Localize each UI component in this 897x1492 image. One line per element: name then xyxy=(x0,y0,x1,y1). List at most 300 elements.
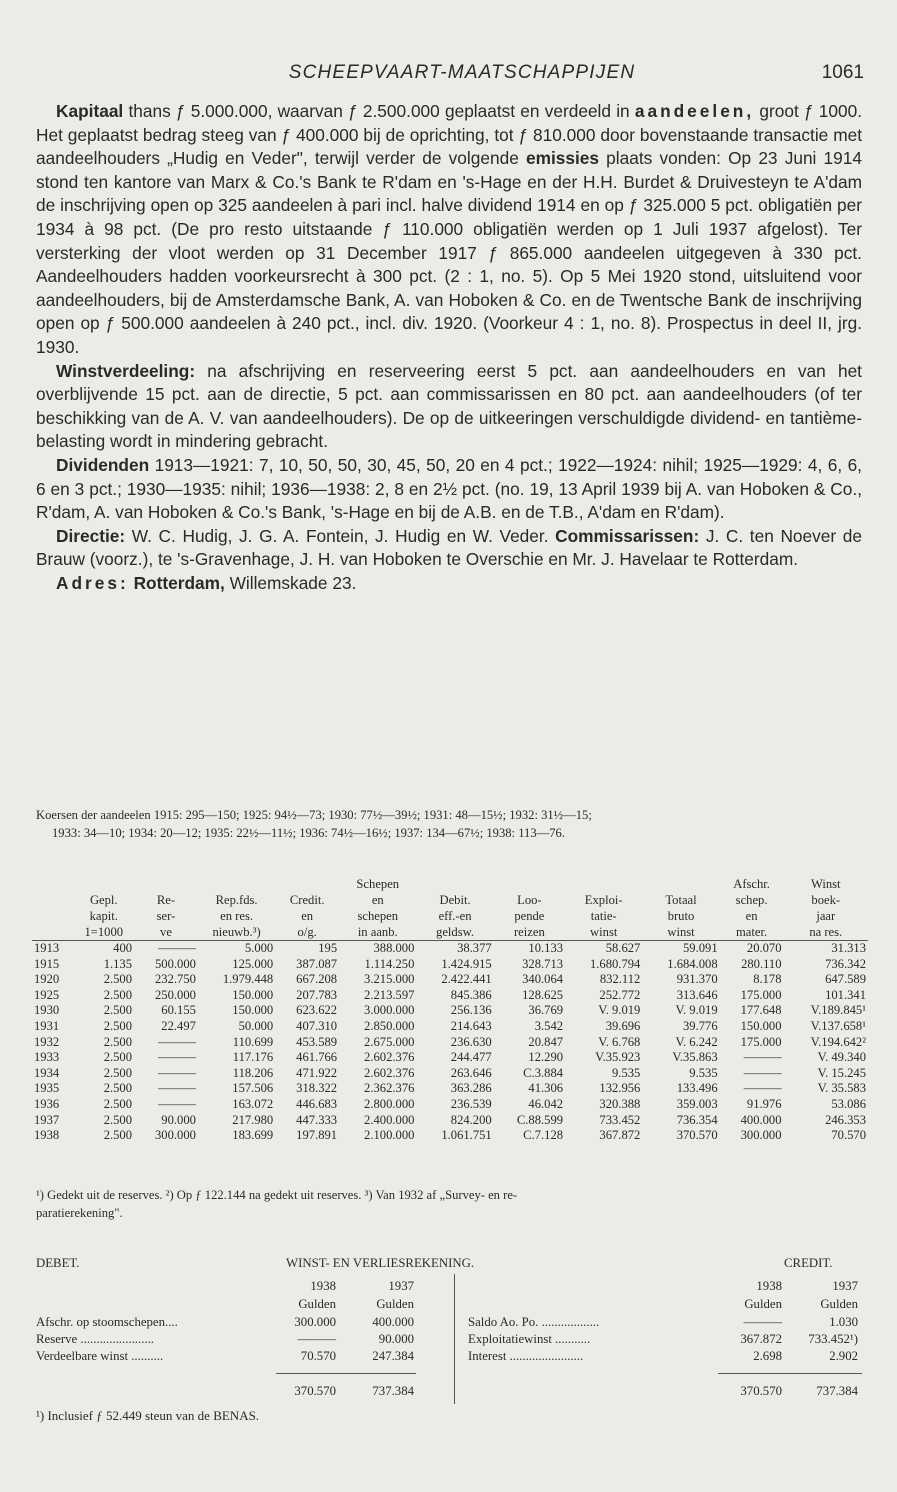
table-header-cell: Exploi- xyxy=(584,893,623,907)
table-cell: 252.772 xyxy=(599,987,641,1002)
table-header-row xyxy=(32,908,868,924)
table-cell: 2.675.000 xyxy=(364,1034,415,1049)
debet-row-name: Afschr. op stoomschepen.... xyxy=(36,1315,178,1329)
table-cell: 53.086 xyxy=(831,1096,866,1111)
debet-row-1938: ——— xyxy=(297,1332,336,1346)
table-header-cell: kapit. xyxy=(89,909,118,923)
table-cell: 370.570 xyxy=(676,1128,718,1143)
table-header-cell xyxy=(416,876,493,892)
credit-row xyxy=(468,1315,868,1332)
table-cell: V.35.863 xyxy=(672,1050,718,1065)
debet-unit-1937: Gulden xyxy=(376,1297,414,1311)
table-header-row xyxy=(32,892,868,908)
table-cell: 128.625 xyxy=(522,987,564,1002)
debet-label: DEBET. xyxy=(36,1256,80,1270)
table-cell: 232.750 xyxy=(154,972,196,987)
table-cell: 195 xyxy=(318,941,338,955)
table-cell: 2.602.376 xyxy=(364,1050,415,1065)
debet-row-1937: 400.000 xyxy=(372,1315,414,1329)
table-cell: 388.000 xyxy=(373,941,415,955)
table-cell: 58.627 xyxy=(605,941,641,955)
kapitaal-paragraph xyxy=(36,100,862,360)
debet-year-1938: 1938 xyxy=(310,1279,336,1293)
table-cell: 407.310 xyxy=(296,1018,338,1033)
table-cell: V.137.658¹ xyxy=(810,1018,866,1033)
table-header-cell: Gepl. xyxy=(89,893,118,907)
emissies-term: emissies xyxy=(525,148,600,169)
table-header-cell: pende xyxy=(514,909,545,923)
table-cell: 41.306 xyxy=(528,1081,564,1096)
table-cell: 5.000 xyxy=(244,941,274,955)
commissarissen-text: J. C. ten Noever de Brauw (voorz.), te 's-Gravenhage, J. H. van Hoboken te Overschie en Mr. J. Havelaar te Rotterdam. xyxy=(36,525,862,570)
table-cell: 736.354 xyxy=(676,1112,718,1127)
table-cell: 400 xyxy=(113,941,133,955)
credit-row-1938: ——— xyxy=(743,1315,782,1329)
debet-row-1938: 300.000 xyxy=(294,1315,336,1329)
table-cell: 246.353 xyxy=(825,1112,866,1127)
table-cell: 90.000 xyxy=(161,1112,196,1127)
table-header-cell xyxy=(642,876,719,892)
table-cell: ——— xyxy=(158,1050,196,1065)
table-cell: 125.000 xyxy=(232,956,274,971)
table-row xyxy=(32,972,868,988)
table-cell: 150.000 xyxy=(232,987,274,1002)
table-cell: 20.070 xyxy=(746,941,782,955)
table-header-cell: eff.-en xyxy=(438,909,472,923)
table-year-cell: 1930 xyxy=(34,1003,60,1018)
kapitaal-text-3: plaats vonden: Op 23 Juni 1914 stond ten kantore van Marx & Co.'s Bank te R'dam en 's-Hage en der H.H. Burdet & Druivesteyn te A'dam de inschrijving open op 325 aandeelen à pari incl. halve dividend 1914 en op ƒ 325.000 5 pct. obligatiën per 1934 à 98 pct. (De pro resto uitstaande ƒ 110.000 obligatiën werden op 1 Juli 1937 afgelost). Ter versterking der vloot werden op 31 December 1917 ƒ 865.000 aandeelen uitgegeven à 330 pct. Aandeelhouders hadden voorkeursrecht à 300 pct. (2 : 1, no. 5). Op 5 Mei 1920 stond, uitsluitend voor aandeelhouders, bij de Amsterdamsche Bank, A. van Hoboken & Co. en de Twentsche Bank de inschrijving open op ƒ 500.000 aandeelen à 240 pct., incl. div. 1920. (Voorkeur 4 : 1, no. 8). Prospectus in deel II, jrg. 1930. xyxy=(36,148,863,357)
table-header-cell: na res. xyxy=(784,924,868,941)
winstverdeeling-paragraph xyxy=(36,360,862,454)
company-description xyxy=(36,100,862,595)
credit-row-name: Exploitatiewinst ........... xyxy=(468,1332,591,1346)
table-cell: ——— xyxy=(743,1065,782,1080)
table-cell: 197.891 xyxy=(296,1128,338,1143)
debet-row-1937: 90.000 xyxy=(378,1332,414,1346)
table-cell: 2.500 xyxy=(103,1096,133,1111)
table-cell: V.189.845¹ xyxy=(810,1003,866,1018)
credit-label: CREDIT. xyxy=(784,1256,833,1270)
table-header-cell: o/g. xyxy=(275,924,339,941)
table-cell: ——— xyxy=(158,941,196,955)
directie-label: Directie: xyxy=(56,525,126,546)
table-header-cell: Schepen xyxy=(356,877,400,891)
table-cell: 157.506 xyxy=(232,1081,274,1096)
table-cell: 280.110 xyxy=(741,956,782,971)
table-cell: 22.497 xyxy=(161,1018,196,1033)
table-row xyxy=(32,1081,868,1097)
kapitaal-label: Kapitaal xyxy=(56,101,124,121)
table-header-cell: bruto xyxy=(667,909,695,923)
table-cell: 453.589 xyxy=(296,1034,338,1049)
page-title: SCHEEPVAART-MAATSCHAPPIJEN xyxy=(288,62,636,83)
table-header-cell: schep. xyxy=(735,893,768,907)
winstverdeeling-label: Winstverdeeling: xyxy=(56,360,196,381)
financial-table-header xyxy=(32,876,868,941)
table-cell: 91.976 xyxy=(746,1096,782,1111)
table-cell: 20.847 xyxy=(528,1034,564,1049)
table-year-cell: 1934 xyxy=(34,1065,60,1080)
table-header-cell xyxy=(494,876,565,892)
adres-street: Willemskade 23. xyxy=(224,572,357,593)
table-cell: 118.206 xyxy=(232,1065,274,1080)
table-cell: 101.341 xyxy=(825,987,866,1002)
table-cell: 236.539 xyxy=(450,1096,492,1111)
table-year-cell: 1936 xyxy=(34,1096,60,1111)
table-cell: 177.648 xyxy=(740,1003,782,1018)
table-header-row xyxy=(32,876,868,892)
table-cell: 931.370 xyxy=(676,972,718,987)
directie-text: W. C. Hudig, J. G. A. Fontein, J. Hudig en W. Veder. xyxy=(125,525,556,546)
table-header-cell: nieuwb.³) xyxy=(198,924,275,941)
directie-paragraph xyxy=(36,525,862,572)
debet-row-name: Verdeelbare winst .......... xyxy=(36,1349,164,1363)
table-cell: 110.699 xyxy=(232,1034,274,1049)
credit-row xyxy=(468,1332,868,1349)
table-header-cell: geldsw. xyxy=(416,924,493,941)
table-cell: 832.112 xyxy=(599,972,641,987)
credit-row-1937: 733.452¹) xyxy=(808,1332,858,1346)
table-cell: 70.570 xyxy=(831,1128,866,1143)
table-cell: 3.000.000 xyxy=(364,1003,415,1018)
table-cell: ——— xyxy=(158,1034,196,1049)
table-cell: 2.422.441 xyxy=(441,972,492,987)
debet-total-1938: 370.570 xyxy=(294,1384,336,1398)
table-cell: 2.602.376 xyxy=(364,1065,415,1080)
table-cell: 46.042 xyxy=(528,1096,564,1111)
table-cell: 244.477 xyxy=(450,1050,492,1065)
table-notes xyxy=(36,1186,864,1222)
table-cell: 132.956 xyxy=(599,1081,641,1096)
table-cell: 313.646 xyxy=(676,987,718,1002)
aandeelen-term: aandeelen, xyxy=(634,101,755,121)
table-cell: 236.630 xyxy=(450,1034,492,1049)
credit-row-name: Interest ....................... xyxy=(468,1349,584,1363)
table-cell: 59.091 xyxy=(683,941,718,955)
table-header-cell: reizen xyxy=(494,924,565,941)
table-row xyxy=(32,1050,868,1066)
table-cell: 1.135 xyxy=(103,956,133,971)
debet-row-1938: 70.570 xyxy=(300,1349,336,1363)
credit-row-1937: 2.902 xyxy=(829,1349,858,1363)
table-cell: 175.000 xyxy=(740,987,782,1002)
table-cell: 163.072 xyxy=(232,1096,274,1111)
table-cell: 447.333 xyxy=(296,1112,338,1127)
table-header-cell: en res. xyxy=(220,909,253,923)
table-cell: V. 6.768 xyxy=(598,1034,641,1049)
debet-totals-row xyxy=(32,1384,452,1401)
table-cell: ——— xyxy=(743,1050,782,1065)
table-header-cell xyxy=(134,876,198,892)
table-cell: 824.200 xyxy=(450,1112,492,1127)
table-cell: 2.500 xyxy=(103,1034,133,1049)
table-cell: 500.000 xyxy=(154,956,196,971)
table-cell: V.35.923 xyxy=(595,1050,641,1065)
table-year-cell: 1933 xyxy=(34,1050,60,1065)
table-header-cell: ser- xyxy=(156,909,176,923)
table-cell: 150.000 xyxy=(740,1018,782,1033)
commissarissen-label: Commissarissen: xyxy=(555,525,700,546)
table-row xyxy=(32,957,868,973)
credit-year-1937: 1937 xyxy=(832,1279,858,1293)
table-cell: 133.496 xyxy=(676,1081,718,1096)
credit-row xyxy=(468,1349,868,1366)
koersen-block xyxy=(36,806,866,842)
credit-unit-1938: Gulden xyxy=(744,1297,782,1311)
table-year-cell: 1932 xyxy=(34,1034,60,1049)
table-cell: 1.684.008 xyxy=(667,956,718,971)
table-header-cell: Re- xyxy=(156,893,176,907)
table-cell: 39.696 xyxy=(605,1018,641,1033)
table-cell: 214.643 xyxy=(450,1018,492,1033)
table-cell: 367.872 xyxy=(599,1128,641,1143)
table-cell: 31.313 xyxy=(831,941,866,955)
koersen-line-1: Koersen der aandeelen 1915: 295—150; 1925: 94½—73; 1930: 77½—39½; 1931: 48—15½; 1932: 31½—15; xyxy=(36,808,592,822)
kapitaal-text-1: thans ƒ 5.000.000, waarvan ƒ 2.500.000 geplaatst en verdeeld in xyxy=(128,101,635,121)
table-header-cell xyxy=(73,876,134,892)
page-header xyxy=(60,62,864,90)
debet-total-rule xyxy=(276,1373,416,1374)
table-row xyxy=(32,1128,868,1144)
table-cell: 9.535 xyxy=(689,1065,718,1080)
table-cell: 1.424.915 xyxy=(441,956,492,971)
table-cell: 400.000 xyxy=(740,1112,782,1127)
credit-total-rule xyxy=(718,1373,862,1374)
dividenden-label: Dividenden xyxy=(56,454,150,475)
table-cell: 217.980 xyxy=(232,1112,274,1127)
table-cell: 2.850.000 xyxy=(364,1018,415,1033)
table-header-cell: Loo- xyxy=(517,893,542,907)
table-cell: V. 6.242 xyxy=(675,1034,718,1049)
account-divider xyxy=(454,1274,455,1404)
table-cell: 207.783 xyxy=(296,987,338,1002)
financial-table-body xyxy=(32,941,868,1144)
table-cell: 2.500 xyxy=(103,1003,133,1018)
table-header-cell: en xyxy=(745,909,758,923)
table-cell: V. 9.019 xyxy=(598,1003,641,1018)
adres-city: Rotterdam, xyxy=(133,572,225,593)
debet-total-1937: 737.384 xyxy=(372,1384,414,1398)
table-cell: 340.064 xyxy=(522,972,564,987)
table-cell: 60.155 xyxy=(161,1003,196,1018)
table-cell: 2.500 xyxy=(103,1128,133,1143)
account-title: WINST- EN VERLIESREKENING. xyxy=(286,1256,475,1270)
table-header-cell: Winst xyxy=(810,877,841,891)
table-row xyxy=(32,988,868,1004)
table-cell: 1.680.794 xyxy=(589,956,641,971)
table-cell: 38.377 xyxy=(457,941,492,955)
table-cell: 2.362.376 xyxy=(364,1081,415,1096)
table-cell: 250.000 xyxy=(154,987,196,1002)
adres-label: Adres: xyxy=(56,572,129,593)
credit-year-1938: 1938 xyxy=(756,1279,782,1293)
table-year-cell: 1937 xyxy=(34,1112,60,1127)
table-cell: 328.713 xyxy=(522,956,564,971)
table-header-cell: boek- xyxy=(811,893,841,907)
table-cell: 50.000 xyxy=(238,1018,274,1033)
credit-row-name: Saldo Ao. Po. .................. xyxy=(468,1315,600,1329)
table-cell: V. 9.019 xyxy=(675,1003,718,1018)
table-cell: 300.000 xyxy=(740,1128,782,1143)
table-cell: 2.500 xyxy=(103,1081,133,1096)
table-header-cell: schepen xyxy=(357,909,399,923)
table-header-cell: in aanb. xyxy=(339,924,416,941)
table-year-cell: 1931 xyxy=(34,1018,60,1033)
table-header-cell: en xyxy=(301,909,314,923)
table-header-cell xyxy=(565,876,642,892)
account-footnote: ¹) Inclusief ƒ 52.449 steun van de BENAS. xyxy=(36,1408,260,1423)
table-cell: 300.000 xyxy=(154,1128,196,1143)
table-cell: 1.979.448 xyxy=(222,972,274,987)
table-row xyxy=(32,1035,868,1051)
table-cell: V. 15.245 xyxy=(817,1065,866,1080)
debet-row-1937: 247.384 xyxy=(372,1349,414,1363)
table-header-cell xyxy=(32,876,73,892)
table-cell: 2.100.000 xyxy=(364,1128,415,1143)
table-header-row xyxy=(32,924,868,941)
table-cell: 387.087 xyxy=(296,956,338,971)
table-cell: 1.061.751 xyxy=(441,1128,492,1143)
table-cell: 446.683 xyxy=(296,1096,338,1111)
table-cell: 667.208 xyxy=(296,972,338,987)
credit-total-1938: 370.570 xyxy=(740,1384,782,1398)
table-cell: ——— xyxy=(158,1081,196,1096)
dividenden-paragraph xyxy=(36,454,862,525)
table-header-cell: Rep.fds. xyxy=(215,893,258,907)
table-cell: 363.286 xyxy=(450,1081,492,1096)
table-row xyxy=(32,1097,868,1113)
table-cell: C.7.128 xyxy=(523,1128,564,1143)
table-cell: 359.003 xyxy=(676,1096,718,1111)
kapitaal-text-2: groot ƒ 1000. Het geplaatst bedrag steeg van ƒ 400.000 bij de oprichting, tot ƒ 810.000 door bovenstaande transactie met aandeelhouders „Hudig en Veder", terwijl verder de volgende xyxy=(36,101,862,169)
table-cell: 647.589 xyxy=(825,972,866,987)
table-header-cell: mater. xyxy=(720,924,784,941)
debet-year-1937: 1937 xyxy=(388,1279,414,1293)
page-number: 1061 xyxy=(821,62,864,83)
table-cell: 3.215.000 xyxy=(364,972,415,987)
table-row xyxy=(32,1003,868,1019)
table-cell: 2.500 xyxy=(103,1018,133,1033)
table-note-line-2: paratierekening". xyxy=(36,1206,123,1220)
credit-total-1937: 737.384 xyxy=(816,1384,858,1398)
table-cell: 845.386 xyxy=(450,987,492,1002)
table-year-cell: 1913 xyxy=(34,941,60,955)
debet-unit-1938: Gulden xyxy=(298,1297,336,1311)
financial-table xyxy=(32,876,868,1144)
table-year-cell: 1935 xyxy=(34,1081,60,1096)
table-cell: 2.400.000 xyxy=(364,1112,415,1127)
table-header-cell: winst xyxy=(642,924,719,941)
table-row xyxy=(32,1113,868,1129)
table-cell: 175.000 xyxy=(740,1034,782,1049)
table-cell: 36.769 xyxy=(528,1003,564,1018)
table-cell: 461.766 xyxy=(296,1050,338,1065)
table-header-cell: en xyxy=(371,893,384,907)
table-cell: ——— xyxy=(743,1081,782,1096)
credit-row-1938: 367.872 xyxy=(740,1332,782,1346)
table-header-cell: 1=1000 xyxy=(73,924,134,941)
table-cell: 2.213.597 xyxy=(364,987,415,1002)
table-cell: 263.646 xyxy=(450,1065,492,1080)
table-cell: 2.500 xyxy=(103,1112,133,1127)
table-header-cell: Debit. xyxy=(439,893,471,907)
table-cell: 1.114.250 xyxy=(364,956,415,971)
table-header-cell: Totaal xyxy=(665,893,697,907)
table-header-cell: winst xyxy=(565,924,642,941)
table-header-cell: ve xyxy=(134,924,198,941)
table-cell: V. 35.583 xyxy=(817,1081,866,1096)
table-cell: C.88.599 xyxy=(516,1112,564,1127)
table-year-cell: 1920 xyxy=(34,972,60,987)
table-header-cell: jaar xyxy=(816,909,836,923)
table-header-cell: Credit. xyxy=(289,893,325,907)
table-cell: 733.452 xyxy=(599,1112,641,1127)
table-cell: 256.136 xyxy=(450,1003,492,1018)
table-header-cell xyxy=(32,924,73,941)
table-cell: 2.500 xyxy=(103,1065,133,1080)
table-cell: C.3.884 xyxy=(523,1065,564,1080)
table-row xyxy=(32,1019,868,1035)
table-cell: 10.133 xyxy=(528,941,564,955)
debet-row xyxy=(32,1349,452,1366)
table-cell: 12.290 xyxy=(528,1050,564,1065)
winstverdeeling-text: na afschrijving en reserveering eerst 5 pct. aan aandeelhouders en van het overblijvende 15 pct. aan de directie, 5 pct. aan commissarissen en 80 pct. aan aandeelhouders (of ter beschikking van de A. V. van aandeelhouders). De op de uitkeeringen verschuldigde dividend- en tantième-belasting wordt in mindering gebracht. xyxy=(36,360,862,452)
table-note-line-1: ¹) Gedekt uit de reserves. ²) Op ƒ 122.144 na gedekt uit reserves. ³) Van 1932 af „Survey- en re- xyxy=(36,1188,518,1202)
table-cell: 318.322 xyxy=(296,1081,338,1096)
table-cell: ——— xyxy=(158,1096,196,1111)
table-header-cell: Afschr. xyxy=(733,877,770,891)
table-cell: 9.535 xyxy=(612,1065,641,1080)
table-cell: 8.178 xyxy=(753,972,782,987)
table-cell: 2.500 xyxy=(103,987,133,1002)
table-header-cell xyxy=(275,876,339,892)
table-header-cell xyxy=(32,908,73,924)
debet-row xyxy=(32,1315,452,1332)
table-year-cell: 1915 xyxy=(34,956,60,971)
table-cell: 2.500 xyxy=(103,1050,133,1065)
table-header-cell xyxy=(32,892,73,908)
table-cell: 471.922 xyxy=(296,1065,338,1080)
table-year-cell: 1925 xyxy=(34,987,60,1002)
table-cell: 736.342 xyxy=(825,956,866,971)
koersen-line-2: 1933: 34—10; 1934: 20—12; 1935: 22½—11½; 1936: 74½—16½; 1937: 134—67½; 1938: 113—76. xyxy=(52,826,565,840)
credit-unit-1937: Gulden xyxy=(820,1297,858,1311)
credit-row-1937: 1.030 xyxy=(829,1315,858,1329)
table-cell: ——— xyxy=(158,1065,196,1080)
credit-totals-row xyxy=(468,1384,868,1401)
table-cell: 3.542 xyxy=(534,1018,564,1033)
table-cell: 117.176 xyxy=(232,1050,274,1065)
table-cell: 2.500 xyxy=(103,972,133,987)
table-cell: 2.800.000 xyxy=(364,1096,415,1111)
table-header-cell: tatie- xyxy=(590,909,617,923)
table-cell: 320.388 xyxy=(599,1096,641,1111)
table-row xyxy=(32,941,868,957)
table-header-cell xyxy=(198,876,275,892)
table-cell: 150.000 xyxy=(232,1003,274,1018)
table-cell: 623.622 xyxy=(296,1003,338,1018)
table-cell: V.194.642² xyxy=(810,1034,866,1049)
table-row xyxy=(32,1066,868,1082)
debet-row xyxy=(32,1332,452,1349)
table-cell: V. 49.340 xyxy=(817,1050,866,1065)
credit-row-1938: 2.698 xyxy=(753,1349,782,1363)
table-cell: 39.776 xyxy=(683,1018,718,1033)
dividenden-text: 1913—1921: 7, 10, 50, 50, 30, 45, 50, 20 en 4 pct.; 1922—1924: nihil; 1925—1929: 4, 6, 6, 6 en 3 pct.; 1930—1935: nihil; 1936—1938: 2, 8 en 2½ pct. (no. 19, 13 April 1939 bij A. van Hoboken & Co., R'dam, A. van Hoboken & Co.'s Bank, 's-Hage en bij de A.B. en de T.B., A'dam en R'dam). xyxy=(36,454,862,523)
debet-row-name: Reserve ....................... xyxy=(36,1332,154,1346)
table-cell: 183.699 xyxy=(232,1128,274,1143)
table-year-cell: 1938 xyxy=(34,1128,60,1143)
